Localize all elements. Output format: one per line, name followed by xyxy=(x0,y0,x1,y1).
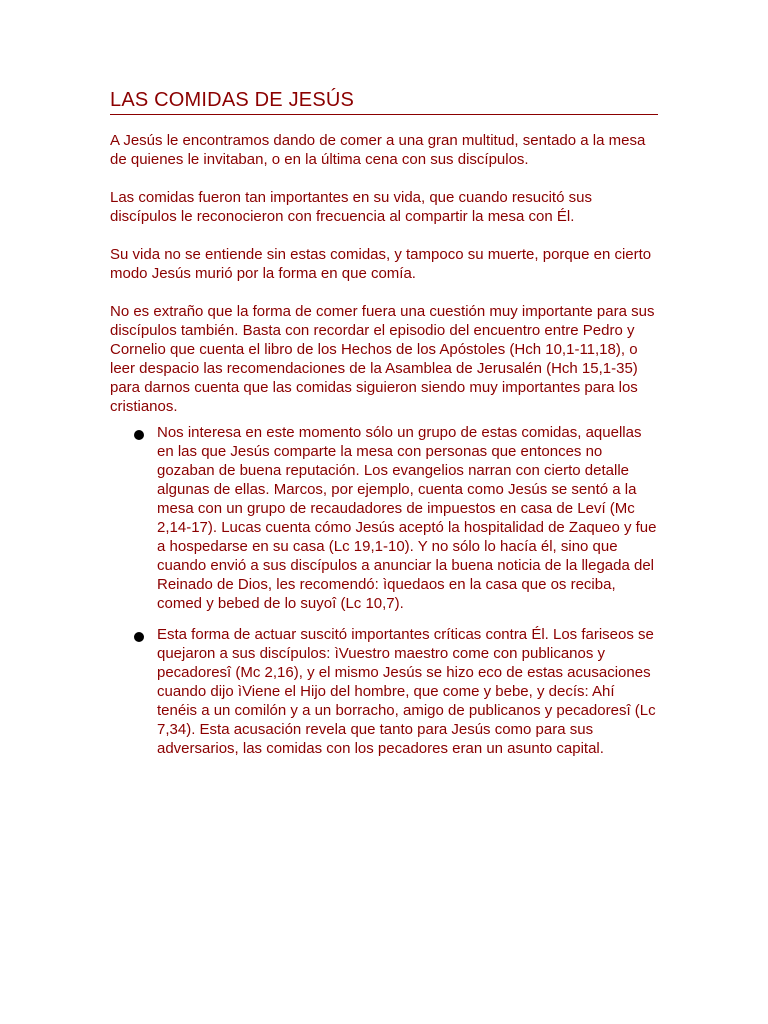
bullet-list xyxy=(110,423,658,758)
document-title: LAS COMIDAS DE JESÚS xyxy=(110,87,658,115)
paragraph-2: Las comidas fueron tan importantes en su vida, que cuando resucitó sus discípulos le reconocieron con frecuencia al compartir la mesa con Él. xyxy=(110,189,592,225)
bullet-text-1: Nos interesa en este momento sólo un grupo de estas comidas, aquellas en las que Jesús comparte la mesa con personas que entonces no gozaban de buena reputación. Los evangelios narran con cierto detalle algunas de ellas. Marcos, por ejemplo, cuenta como Jesús se sentó a la mesa con un grupo de recaudadores de impuestos en casa de Leví (Mc 2,14-17). Lucas cuenta cómo Jesús aceptó la hospitalidad de Zaqueo y fue a hospedarse en su casa (Lc 19,1-10). Y no sólo lo hacía él, sino que cuando envió a sus discípulos a anunciar la buena noticia de la llegada del Reinado de Dios, les recomendó: ìquedaos en la casa que os reciba, comed y bebed de lo suyoî (Lc 10,7). xyxy=(157,424,657,612)
bullet-text-2: Esta forma de actuar suscitó importantes críticas contra Él. Los fariseos se quejaron a sus discípulos: ìVuestro maestro come con publicanos y pecadoresî (Mc 2,16), y el mismo Jesús se hizo eco de estas acusaciones cuando dijo ìViene el Hijo del hombre, que come y bebe, y decís: Ahí tenéis a un comilón y a un borracho, amigo de publicanos y pecadoresî (Lc 7,34). Esta acusación revela que tanto para Jesús como para sus adversarios, las comidas con los pecadores eran un asunto capital. xyxy=(157,626,656,757)
bullet-item-1 xyxy=(110,423,658,613)
document-body xyxy=(110,87,658,758)
bullet-dot-icon xyxy=(134,430,144,440)
bullet-dot-icon xyxy=(134,632,144,642)
paragraph-3: Su vida no se entiende sin estas comidas, y tampoco su muerte, porque en cierto modo Jesús murió por la forma en que comía. xyxy=(110,246,652,282)
bullet-item-2 xyxy=(110,625,658,758)
paragraph-1: A Jesús le encontramos dando de comer a una gran multitud, sentado a la mesa de quienes le invitaban, o en la última cena con sus discípulos. xyxy=(110,132,646,168)
paragraph-4: No es extraño que la forma de comer fuera una cuestión muy importante para sus discípulos también. Basta con recordar el episodio del encuentro entre Pedro y Cornelio que cuenta el libro de los Hechos de los Apóstoles (Hch 10,1-11,18), o leer despacio las recomendaciones de la Asamblea de Jerusalén (Hch 15,1-35) para darnos cuenta que las comidas siguieron siendo muy importantes para los cristianos. xyxy=(110,303,655,415)
